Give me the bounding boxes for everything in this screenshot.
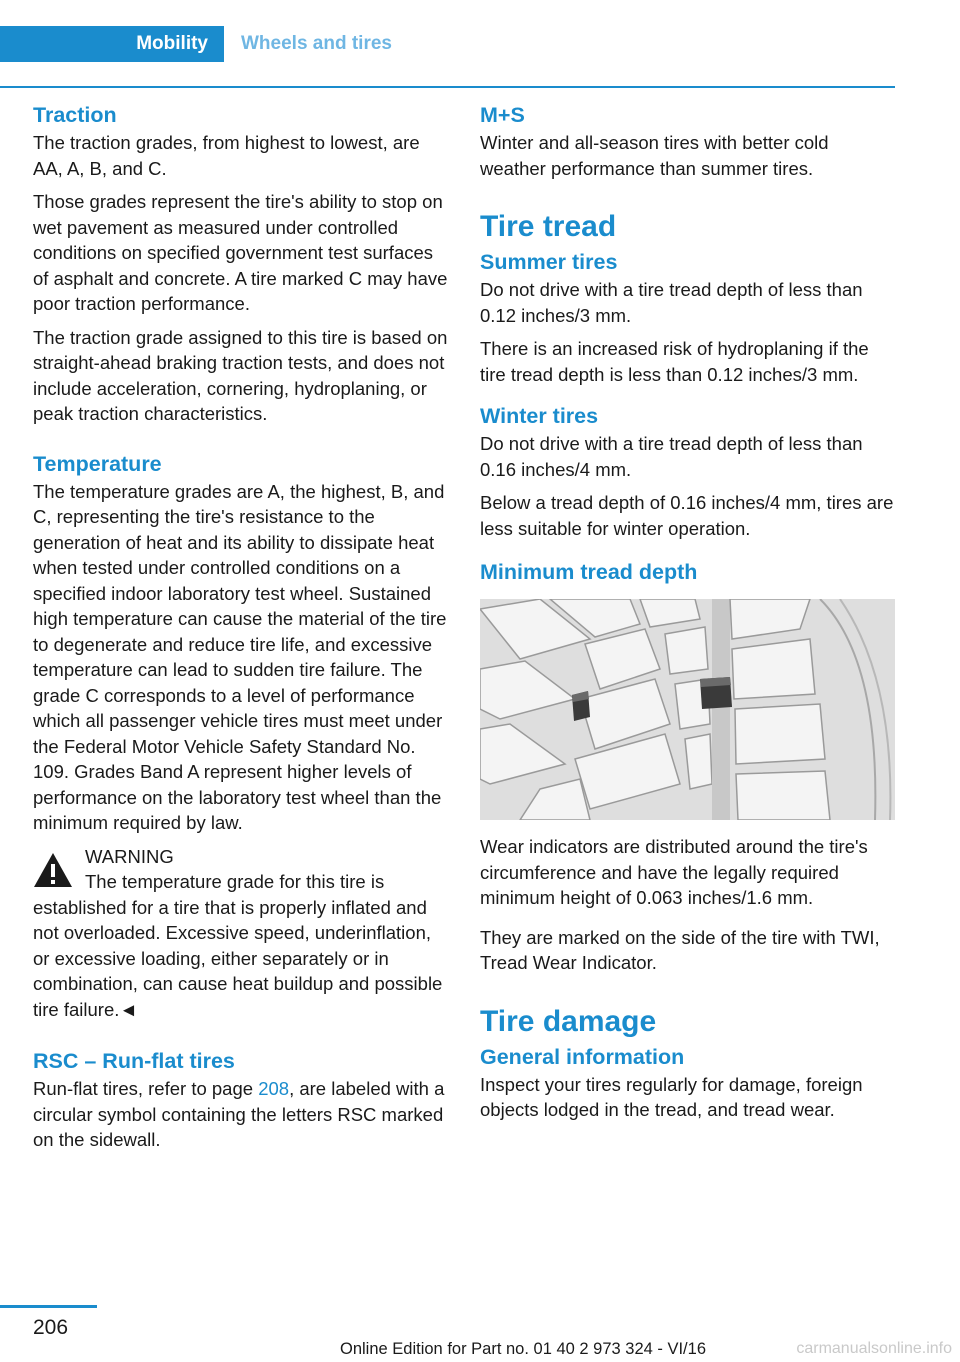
temperature-paragraph: The temperature grades are A, the highest, B, and C, representing the tire's resistance to the generation of heat and its ability to dissipate heat when tested under controlled conditions on a specified indoor laboratory test wheel. Sustained high temperature can cause the material of the tire to degenerate and reduce tire life, and excessive temperature can lead to sudden tire failure. The grade C corresponds to a level of performance which all passenger vehicle tires must meet under the Federal Motor Vehicle Safety Standard No. 109. Grades Band A represent higher levels of performance on the laboratory test wheel than the minimum required by law. (33, 480, 447, 833)
heading-tire-tread: Tire tread (480, 210, 617, 243)
heading-winter-tires: Winter tires (480, 404, 599, 428)
heading-rsc: RSC – Run-flat tires (33, 1049, 235, 1073)
wear-indicator-paragraph: Wear indicators are distributed around the tire's circumference and have the legally required minimum height of 0.063 inches/1.6 mm. (480, 836, 868, 908)
traction-paragraph-2: Those grades represent the tire's ability to stop on wet pavement as measured under controlled conditions on specified government test surfaces of asphalt and concrete. A tire marked C may have poor traction performance. (33, 191, 448, 314)
footer-rule (0, 1305, 97, 1308)
traction-paragraph-3: The traction grade assigned to this tire is based on straight-ahead braking traction tests, and does not include acceleration, cornering, hydroplaning, or peak traction characteristics. (33, 326, 448, 424)
tab-wheels-and-tires[interactable] (224, 26, 392, 62)
warning-triangle-icon (33, 852, 73, 888)
heading-minimum-tread-depth: Minimum tread depth (480, 560, 698, 584)
heading-temperature: Temperature (33, 451, 162, 476)
rsc-text-before: Run-flat tires, refer to page (33, 1078, 259, 1099)
tire-tread-illustration (480, 599, 895, 820)
twi-paragraph: They are marked on the side of the tire with TWI, Tread Wear Indicator. (480, 926, 880, 973)
wear-indicator-left (572, 691, 590, 721)
warning-box (33, 844, 448, 1023)
online-edition-text: Online Edition for Part no. 01 40 2 973 324 - VI/16 (340, 1340, 706, 1358)
heading-tire-damage: Tire damage (480, 1004, 657, 1038)
heading-ms: M+S (480, 103, 525, 127)
heading-traction: Traction (33, 103, 117, 127)
winter-paragraph-1: Do not drive with a tire tread depth of less than 0.16 inches/4 mm. (480, 433, 863, 480)
rsc-paragraph (33, 1076, 448, 1153)
warning-title: WARNING (85, 845, 174, 867)
wear-indicator-right (700, 677, 732, 709)
tab-mobility-label: Mobility (136, 33, 208, 54)
right-column (480, 100, 895, 1131)
heading-general-information: General information (480, 1044, 685, 1069)
page-number: 206 (33, 1316, 69, 1339)
watermark: carmanualsonline.info (796, 1340, 952, 1357)
page-208-link[interactable]: 208 (258, 1078, 290, 1099)
rsc-text-after: , are labeled with a circular symbol containing the letters RSC marked on the sidewall. (33, 1078, 445, 1150)
tire-tread-drawing (480, 599, 895, 820)
warning-body: The temperature grade for this tire is established for a tire that is properly inflated and not overloaded. Excessive speed, underinflation, or excessive loading, either separately or in combination, can cause heat buildup and possible tire failure.◄ (33, 871, 443, 1020)
heading-summer-tires: Summer tires (480, 250, 618, 274)
summer-paragraph-1: Do not drive with a tire tread depth of less than 0.12 inches/3 mm. (480, 279, 863, 326)
summer-paragraph-2: There is an increased risk of hydroplaning if the tire tread depth is less than 0.12 inches/3 mm. (480, 338, 869, 385)
general-information-paragraph: Inspect your tires regularly for damage, foreign objects lodged in the tread, and tread wear. (480, 1073, 863, 1120)
winter-paragraph-2: Below a tread depth of 0.16 inches/4 mm, tires are less suitable for winter operation. (480, 492, 894, 539)
traction-paragraph-1: The traction grades, from highest to lowest, are AA, A, B, and C. (33, 132, 420, 179)
ms-paragraph: Winter and all-season tires with better cold weather performance than summer tires. (480, 132, 829, 179)
header-rule (0, 86, 895, 88)
tab-wheels-label: Wheels and tires (241, 33, 392, 54)
left-column (33, 100, 448, 1161)
tab-mobility[interactable] (0, 26, 224, 62)
header-tab-bar (0, 26, 895, 62)
